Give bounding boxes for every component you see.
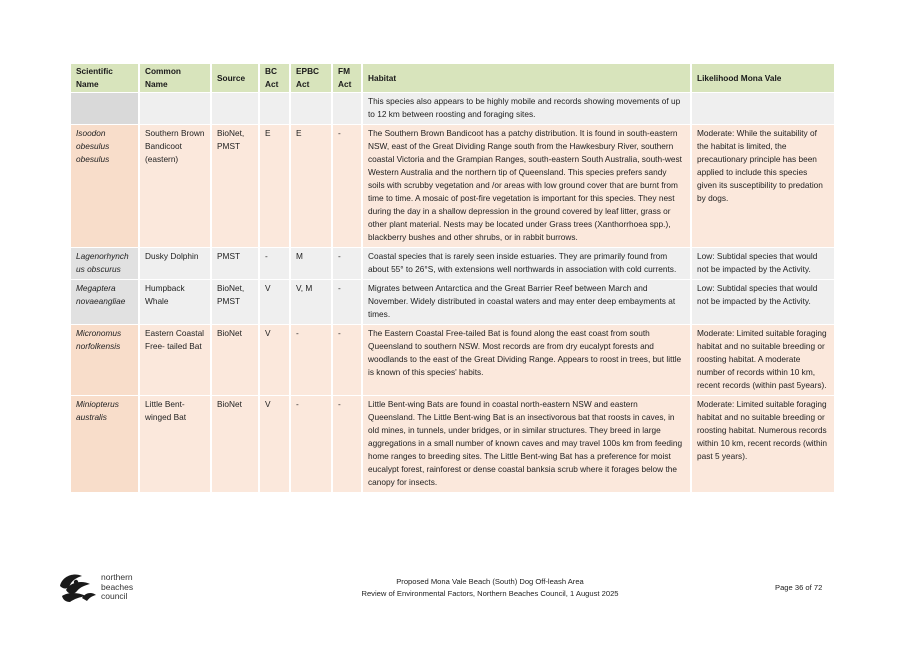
- cell-habitat: Coastal species that is rarely seen inside estuaries. They are primarily found from about 55° to 26°S, with extensions well northwards in association with cold currents.: [363, 248, 690, 280]
- cell-scientific: [71, 93, 138, 125]
- table-row: [71, 396, 834, 493]
- cell-fm: -: [333, 248, 361, 280]
- cell-habitat: The Eastern Coastal Free-tailed Bat is found along the east coast from south Queensland to southern NSW. Most records are from dry eucalypt forests and woodlands to the east of the Great Dividing Range. Appears to roost in trees, but little is known of this species' habits.: [363, 325, 690, 396]
- cell-bc: V: [260, 280, 289, 325]
- cell-source: BioNet, PMST: [212, 125, 258, 248]
- cell-common: Southern Brown Bandicoot (eastern): [140, 125, 210, 248]
- cell-likelihood: [692, 93, 834, 125]
- cell-likelihood: Low: Subtidal species that would not be impacted by the Activity.: [692, 280, 834, 325]
- cell-likelihood: Moderate: Limited suitable foraging habitat and no suitable breeding or roosting habitat. Numerous records within 10 km, recent records (within past 5 years).: [692, 396, 834, 493]
- table-row: [71, 248, 834, 280]
- cell-habitat: Little Bent-wing Bats are found in coastal north-eastern NSW and eastern Queensland. The Little Bent-wing Bat is an insectivorous bat that roosts in caves, in old mines, in tunnels, under bridges, or in similar structures. They breed in large aggregations in a small number of known caves and may travel 100s km from feeding home ranges to breeding sites. The Little Bent-wing Bat has a preference for moist eucalypt forest, rainforest or dense coastal banksia scrub where it forages below the canopy for insects.: [363, 396, 690, 493]
- cell-habitat: The Southern Brown Bandicoot has a patchy distribution. It is found in south-eastern NSW, east of the Great Dividing Range south from the Hawkesbury River, southern coastal Victoria and the Grampian Ranges, south-eastern South Australia, south-west Western Australia and the northern tip of Queensland. This species prefers sandy soils with scrubby vegetation and /or areas with low ground cover that are burnt from time to time. A mosaic of post-fire vegetation is important for this species. They nest during the day in a shallow depression in the ground covered by leaf litter, grass or other plant material. Nests may be located under Grass trees (Xanthorrhoea spp.), blackberry bushes and other shrubs, or in rabbit burrows.: [363, 125, 690, 248]
- cell-bc: [260, 93, 289, 125]
- cell-fm: -: [333, 280, 361, 325]
- council-logo-text: [101, 573, 133, 602]
- header-habitat: Habitat: [363, 64, 690, 93]
- header-likelihood: Likelihood Mona Vale: [692, 64, 834, 93]
- header-fm-act: FM Act: [333, 64, 361, 93]
- cell-common: Eastern Coastal Free- tailed Bat: [140, 325, 210, 396]
- cell-bc: V: [260, 396, 289, 493]
- footer-doc-title: Proposed Mona Vale Beach (South) Dog Off-leash Area: [396, 577, 584, 586]
- cell-common: Humpback Whale: [140, 280, 210, 325]
- cell-source: BioNet, PMST: [212, 280, 258, 325]
- footer-doc-subtitle: Review of Environmental Factors, Northern Beaches Council, 1 August 2025: [361, 588, 619, 598]
- footer-document-info: [300, 576, 680, 599]
- cell-epbc: E: [291, 125, 331, 248]
- cell-bc: -: [260, 248, 289, 280]
- table-row: [71, 125, 834, 248]
- cell-likelihood: Low: Subtidal species that would not be impacted by the Activity.: [692, 248, 834, 280]
- cell-epbc: M: [291, 248, 331, 280]
- cell-common: Dusky Dolphin: [140, 248, 210, 280]
- table-row: [71, 280, 834, 325]
- species-table-wrapper: [71, 64, 826, 493]
- header-common-name: Common Name: [140, 64, 210, 93]
- cell-epbc: [291, 93, 331, 125]
- cell-scientific: Micronomus norfolkensis: [71, 325, 138, 396]
- cell-habitat: This species also appears to be highly mobile and records showing movements of up to 12 km between roosting and foraging sites.: [363, 93, 690, 125]
- threatened-species-table: [69, 64, 836, 493]
- table-header-row: [71, 64, 834, 93]
- page-number: Page 36 of 72: [775, 583, 823, 592]
- logo-line-2: beaches: [101, 581, 134, 592]
- cell-bc: E: [260, 125, 289, 248]
- cell-fm: -: [333, 125, 361, 248]
- cell-bc: V: [260, 325, 289, 396]
- header-source: Source: [212, 64, 258, 93]
- cell-scientific: Lagenorhynchus obscurus: [71, 248, 138, 280]
- cell-habitat: Migrates between Antarctica and the Great Barrier Reef between March and November. Widely distributed in coastal waters and may enter deep embayments at times.: [363, 280, 690, 325]
- cell-source: BioNet: [212, 325, 258, 396]
- cell-fm: -: [333, 325, 361, 396]
- cell-scientific: Miniopterus australis: [71, 396, 138, 493]
- cell-fm: [333, 93, 361, 125]
- cell-scientific: Megaptera novaeangliae: [71, 280, 138, 325]
- cell-epbc: V, M: [291, 280, 331, 325]
- cell-source: BioNet: [212, 396, 258, 493]
- cell-epbc: -: [291, 325, 331, 396]
- cell-likelihood: Moderate: Limited suitable foraging habitat and no suitable breeding or roosting habitat. A moderate number of records within 10 km, recent records (within past 5years).: [692, 325, 834, 396]
- header-scientific-name: Scientific Name: [71, 64, 138, 93]
- table-row: [71, 93, 834, 125]
- cell-common: Little Bent-winged Bat: [140, 396, 210, 493]
- cell-likelihood: Moderate: While the suitability of the habitat is limited, the precautionary principle has been applied to include this species given its susceptibility to predation by dogs.: [692, 125, 834, 248]
- table-row: [71, 325, 834, 396]
- header-bc-act: BC Act: [260, 64, 289, 93]
- cell-scientific: Isoodon obesulus obesulus: [71, 125, 138, 248]
- logo-line-3: council: [101, 591, 128, 601]
- cell-common: [140, 93, 210, 125]
- header-epbc-act: EPBC Act: [291, 64, 331, 93]
- cell-source: [212, 93, 258, 125]
- cell-epbc: -: [291, 396, 331, 493]
- cell-fm: -: [333, 396, 361, 493]
- logo-line-1: northern: [101, 572, 133, 582]
- cell-source: PMST: [212, 248, 258, 280]
